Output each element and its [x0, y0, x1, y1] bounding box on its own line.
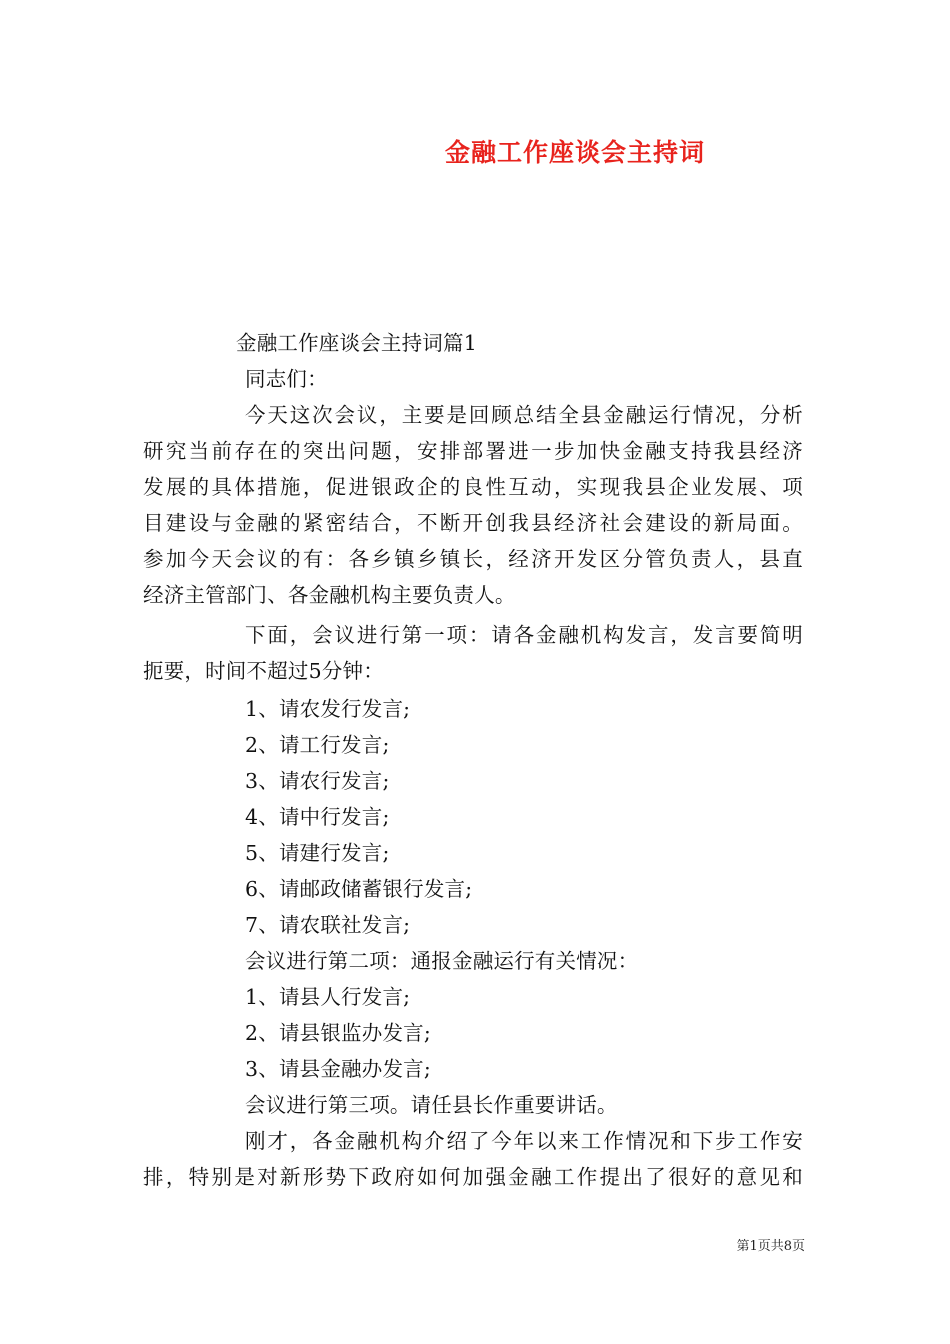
paragraph-line: 今天这次会议，主要是回顾总结全县金融运行情况，分析	[245, 403, 803, 427]
list-item: 7、请农联社发言;	[245, 913, 411, 937]
paragraph-line: 研究当前存在的突出问题，安排部署进一步加快金融支持我县经济	[143, 439, 803, 463]
paragraph-line: 发展的具体措施，促进银政企的良性互动，实现我县企业发展、项	[143, 475, 803, 499]
list-item: 4、请中行发言;	[245, 805, 390, 829]
paragraph-line: 会议进行第二项：通报金融运行有关情况：	[245, 949, 639, 973]
page-number: 第1页共8页	[736, 1239, 805, 1254]
list-item: 3、请县金融办发言;	[245, 1057, 431, 1081]
list-item: 1、请农发行发言;	[245, 697, 411, 721]
list-item: 3、请农行发言;	[245, 769, 390, 793]
section-heading: 金融工作座谈会主持词篇1	[236, 331, 477, 355]
salutation: 同志们：	[245, 367, 328, 391]
list-item: 1、请县人行发言;	[245, 985, 411, 1009]
paragraph-line: 会议进行第三项。请任县长作重要讲话。	[245, 1093, 618, 1117]
paragraph-line: 目建设与金融的紧密结合，不断开创我县经济社会建设的新局面。	[143, 511, 803, 535]
paragraph-line: 扼要，时间不超过5分钟：	[143, 659, 384, 683]
paragraph-line: 经济主管部门、各金融机构主要负责人。	[143, 583, 516, 607]
paragraph-line: 排，特别是对新形势下政府如何加强金融工作提出了很好的意见和	[143, 1165, 803, 1189]
paragraph-line: 刚才，各金融机构介绍了今年以来工作情况和下步工作安	[245, 1129, 803, 1153]
list-item: 6、请邮政储蓄银行发言;	[245, 877, 473, 901]
paragraph-line: 下面，会议进行第一项：请各金融机构发言，发言要简明	[245, 623, 803, 647]
document-title: 金融工作座谈会主持词	[444, 138, 705, 167]
list-item: 2、请工行发言;	[245, 733, 390, 757]
list-item: 5、请建行发言;	[245, 841, 390, 865]
paragraph-line: 参加今天会议的有：各乡镇乡镇长，经济开发区分管负责人，县直	[143, 547, 803, 571]
list-item: 2、请县银监办发言;	[245, 1021, 431, 1045]
